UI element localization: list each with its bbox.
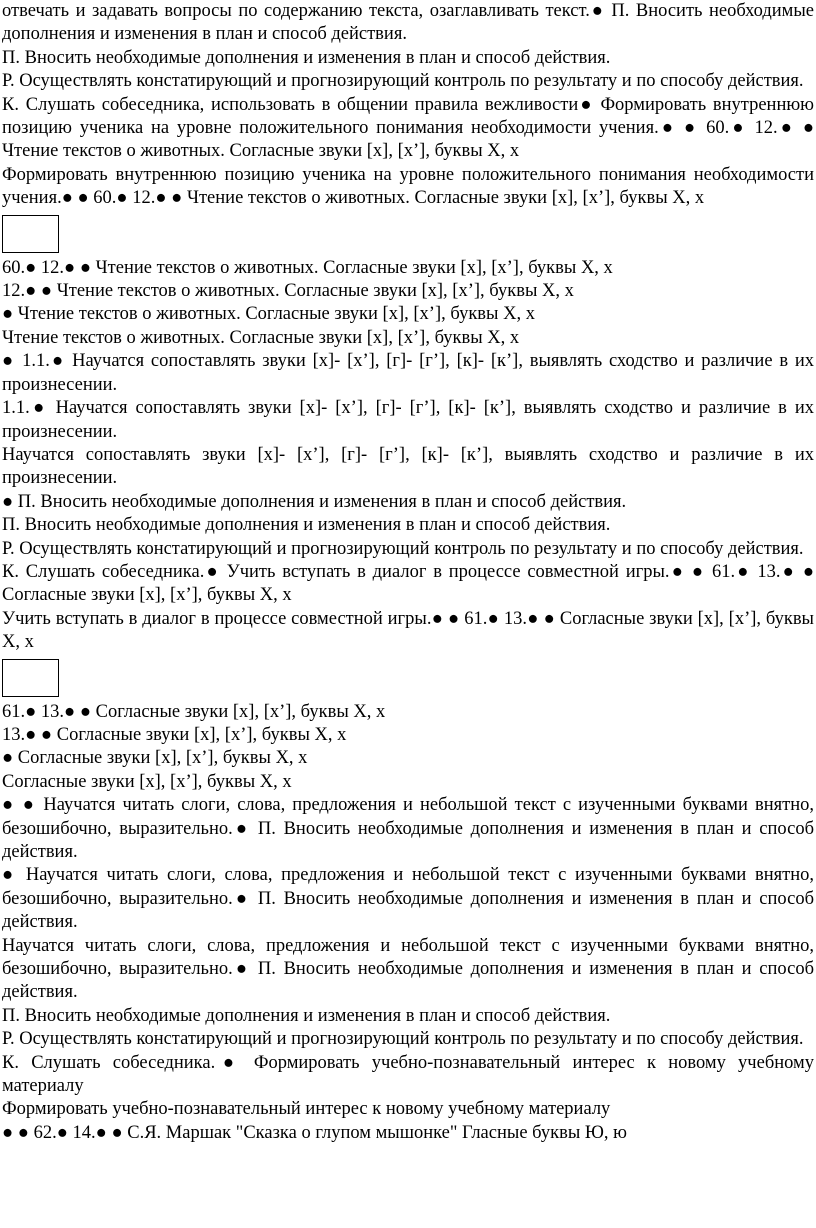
text-line-13: ● П. Вносить необходимые дополнения и изменения в план и способ действия.: [2, 491, 627, 512]
text-line-17: Учить вступать в диалог в процессе совместной игры.● ● 61.● 13.● ● Согласные звуки [х], [х’], буквы Х, х: [2, 608, 814, 653]
text-line-6: 60.● 12.● ● Чтение текстов о животных. Согласные звуки [х], [х’], буквы Х, х: [2, 257, 613, 278]
empty-image-box-2: [2, 659, 59, 697]
text-line-14: П. Вносить необходимые дополнения и изменения в план и способ действия.: [2, 515, 611, 536]
text-line-16: К. Слушать собеседника.● Учить вступать в диалог в процессе совместной игры.● ● 61.● 13.● ● Согласные звуки [х], [х’], буквы Х, х: [2, 561, 814, 606]
text-line-28: Формировать учебно-познавательный интерес к новому учебному материалу: [2, 1099, 611, 1120]
text-line-8: ● Чтение текстов о животных. Согласные звуки [х], [х’], буквы Х, х: [2, 304, 535, 325]
text-line-25: П. Вносить необходимые дополнения и изменения в план и способ действия.: [2, 1005, 611, 1026]
text-line-15: Р. Осуществлять констатирующий и прогнозирующий контроль по результату и по способу действия.: [2, 538, 804, 559]
text-line-2: П. Вносить необходимые дополнения и изменения в план и способ действия.: [2, 47, 611, 68]
text-line-1: отвечать и задавать вопросы по содержанию текста, озаглавливать текст.● П. Вносить необходимые дополнения и изменения в план и способ действия.: [2, 1, 814, 45]
text-line-24: Научатся читать слоги, слова, предложения и небольшой текст с изученными буквами внятно, безошибочно, выразительно.● П. Вносить необходимые дополнения и изменения в план и способ действия.: [2, 935, 814, 1003]
text-line-3: Р. Осуществлять констатирующий и прогнозирующий контроль по результату и по способу действия.: [2, 71, 804, 92]
text-line-19: 13.● ● Согласные звуки [х], [х’], буквы Х, х: [2, 724, 347, 745]
text-line-21: Согласные звуки [х], [х’], буквы Х, х: [2, 771, 292, 792]
text-line-23: ● Научатся читать слоги, слова, предложения и небольшой текст с изученными буквами внятно, безошибочно, выразительно.● П. Вносить необходимые дополнения и изменения в план и способ действия.: [2, 865, 814, 933]
text-line-22: ● ● Научатся читать слоги, слова, предложения и небольшой текст с изученными буквами внятно, безошибочно, выразительно.● П. Вносить необходимые дополнения и изменения в план и способ действия.: [2, 795, 814, 862]
text-line-4: К. Слушать собеседника, использовать в общении правила вежливости● Формировать внутреннюю позицию ученика на уровне положительного понимания необходимости учения.● ● 60.● 12.● ● Чтение текстов о животных. Согласные звуки [х], [х’], буквы Х, х: [2, 94, 814, 162]
text-line-29: ● ● 62.● 14.● ● С.Я. Маршак "Сказка о глупом мышонке" Гласные буквы Ю, ю: [2, 1122, 627, 1143]
text-line-10: ● 1.1.● Научатся сопоставлять звуки [х]- [х’], [г]- [г’], [к]- [к’], выявлять сходство и различие в их произнесении.: [2, 351, 814, 395]
text-line-7: 12.● ● Чтение текстов о животных. Согласные звуки [х], [х’], буквы Х, х: [2, 281, 574, 302]
text-line-20: ● Согласные звуки [х], [х’], буквы Х, х: [2, 748, 308, 769]
empty-image-box: [2, 215, 59, 253]
text-line-11: 1.1.● Научатся сопоставлять звуки [х]- [х’], [г]- [г’], [к]- [к’], выявлять сходство и различие в их произнесении.: [2, 398, 814, 442]
text-line-27: К. Слушать собеседника.● Формировать учебно-познавательный интерес к новому учебному материалу: [2, 1052, 814, 1097]
text-line-5: Формировать внутреннюю позицию ученика на уровне положительного понимания необходимости учения.● ● 60.● 12.● ● Чтение текстов о животных. Согласные звуки [х], [х’], буквы Х, х: [2, 164, 814, 209]
text-line-12: Научатся сопоставлять звуки [х]- [х’], [г]- [г’], [к]- [к’], выявлять сходство и различие в их произнесении.: [2, 444, 814, 489]
text-line-26: Р. Осуществлять констатирующий и прогнозирующий контроль по результату и по способу действия.: [2, 1029, 804, 1050]
text-line-9: Чтение текстов о животных. Согласные звуки [х], [х’], буквы Х, х: [2, 327, 520, 348]
text-line-18: 61.● 13.● ● Согласные звуки [х], [х’], буквы Х, х: [2, 701, 386, 722]
